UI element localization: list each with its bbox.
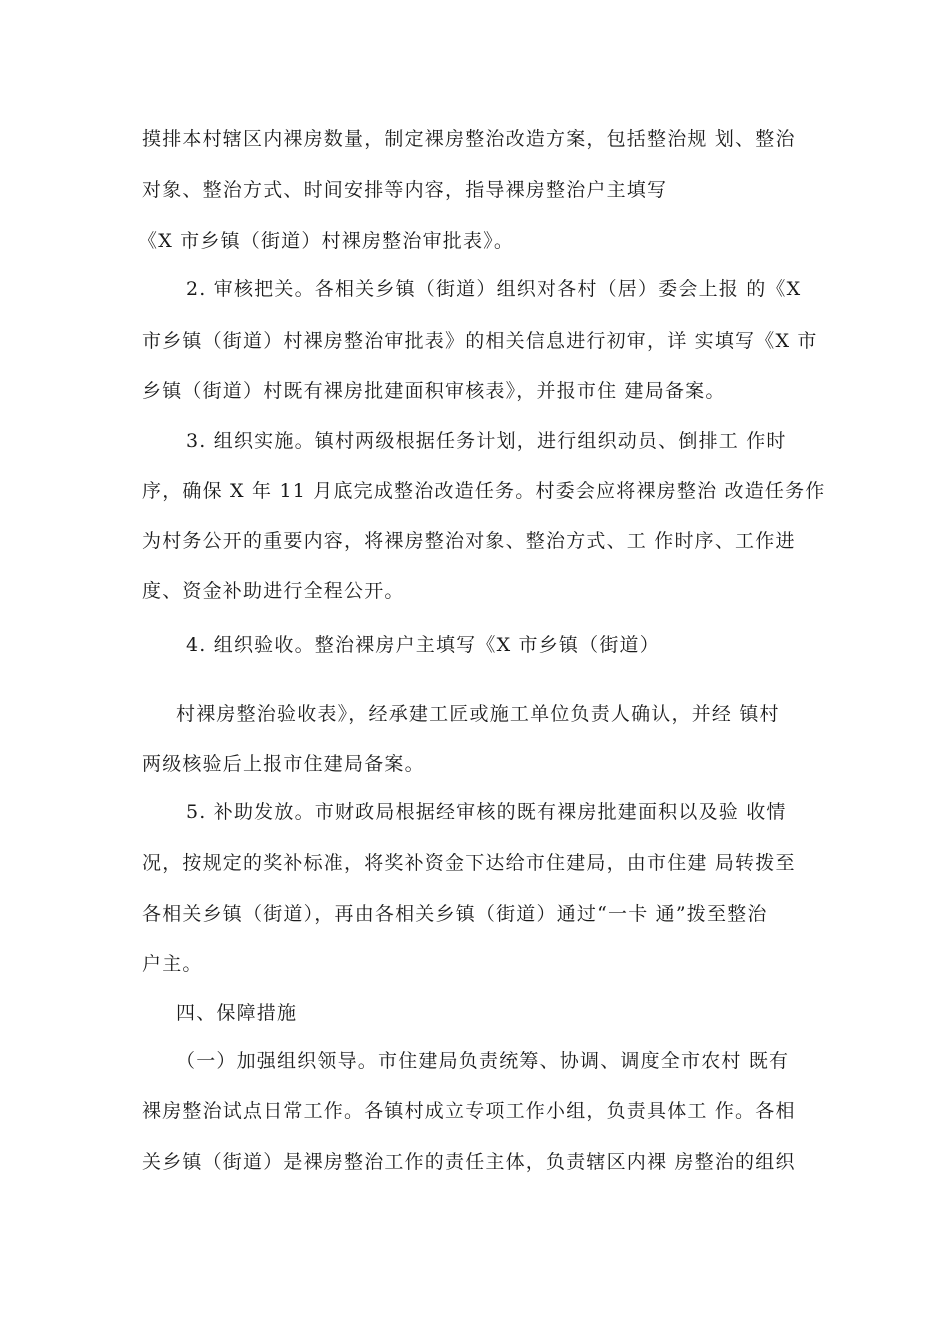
text-line: 乡镇（街道）村既有裸房批建面积审核表》，并报市住 建局备案。 xyxy=(142,380,726,402)
text-line: 5. 补助发放。市财政局根据经审核的既有裸房批建面积以及验 收情 xyxy=(186,801,787,823)
text-line: 4. 组织验收。整治裸房户主填写《X 市乡镇（街道） xyxy=(186,634,660,656)
text-line: 为村务公开的重要内容，将裸房整治对象、整治方式、工 作时序、工作进 xyxy=(142,530,796,552)
text-line: 户主。 xyxy=(142,953,203,975)
section-heading: 四、保障措施 xyxy=(176,1002,298,1024)
text-line: 对象、整治方式、时间安排等内容，指导裸房整治户主填写 xyxy=(142,179,668,201)
text-line: 《X 市乡镇（街道）村裸房整治审批表》。 xyxy=(138,230,515,252)
text-line: 裸房整治试点日常工作。各镇村成立专项工作小组，负责具体工 作。各相 xyxy=(142,1100,796,1122)
text-line: （一）加强组织领导。市住建局负责统筹、协调、调度全市农村 既有 xyxy=(176,1050,790,1072)
text-line: 度、资金补助进行全程公开。 xyxy=(142,580,405,602)
text-line: 各相关乡镇（街道），再由各相关乡镇（街道）通过“一卡 通”拨至整治 xyxy=(142,903,768,925)
text-line: 摸排本村辖区内裸房数量，制定裸房整治改造方案，包括整治规 划、整治 xyxy=(142,128,796,150)
text-line: 两级核验后上报市住建局备案。 xyxy=(142,753,425,775)
text-line: 2. 审核把关。各相关乡镇（街道）组织对各村（居）委会上报 的《X xyxy=(186,278,802,300)
text-line: 村裸房整治验收表》，经承建工匠或施工单位负责人确认，并经 镇村 xyxy=(176,703,780,725)
text-line: 况，按规定的奖补标准，将奖补资金下达给市住建局，由市住建 局转拨至 xyxy=(142,852,796,874)
text-line: 3. 组织实施。镇村两级根据任务计划，进行组织动员、倒排工 作时 xyxy=(186,430,787,452)
text-line: 序，确保 X 年 11 月底完成整治改造任务。村委会应将裸房整治 改造任务作 xyxy=(142,480,826,502)
text-line: 关乡镇（街道）是裸房整治工作的责任主体，负责辖区内裸 房整治的组织 xyxy=(142,1151,796,1173)
text-line: 市乡镇（街道）村裸房整治审批表》的相关信息进行初审，详 实填写《X 市 xyxy=(142,330,818,352)
